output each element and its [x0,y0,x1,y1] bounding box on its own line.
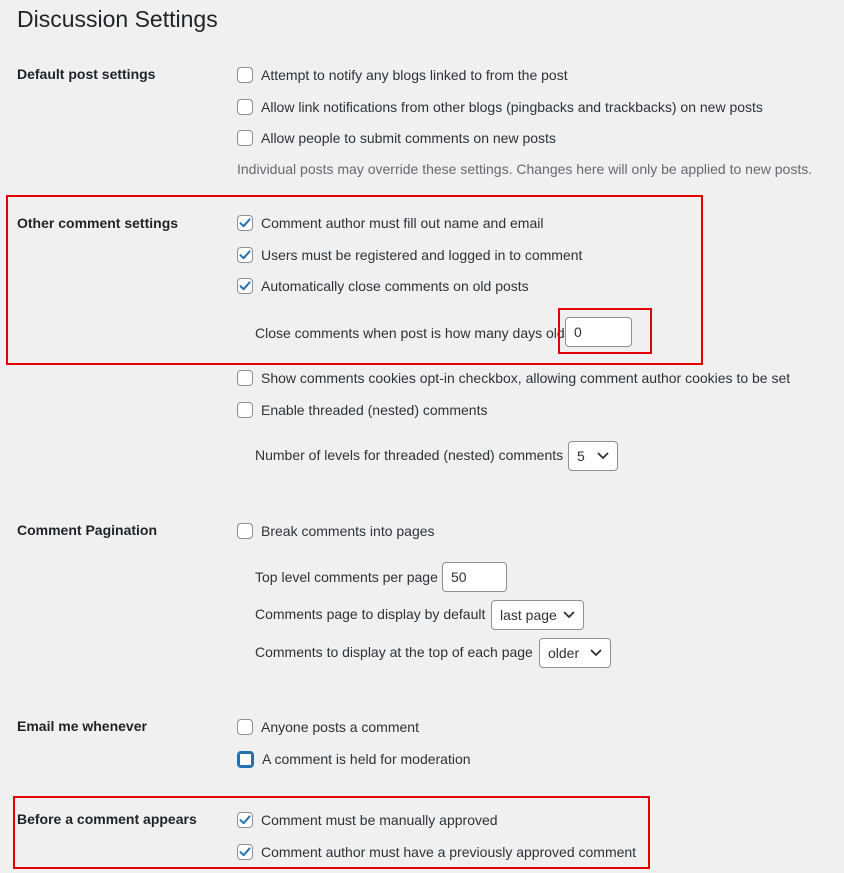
default-page-select[interactable] [491,600,584,630]
option-manual-approval[interactable] [237,811,498,829]
checkbox-checked[interactable] [237,247,253,263]
section-label-pagination: Comment Pagination [17,522,158,538]
close-days-input[interactable]: 0 [565,317,632,347]
checkmark-icon [238,216,252,230]
option-label: Allow people to submit comments on new posts [261,130,556,146]
checkbox-checked[interactable] [237,844,253,860]
default-post-description: Individual posts may override these settings. Changes here will only be applied to new posts. [237,161,813,177]
option-email-held-moderation[interactable] [237,750,471,768]
select-value: last page [500,607,557,623]
highlight-box-close-days [558,308,652,354]
checkbox[interactable] [237,719,253,735]
checkbox-checked[interactable] [237,215,253,231]
option-notify-linked-blogs[interactable] [237,66,568,84]
chevron-down-icon [563,611,575,619]
checkmark-icon [238,845,252,859]
chevron-down-icon [597,452,609,460]
checkbox-checked[interactable] [237,278,253,294]
section-label-other-comment: Other comment settings [17,215,179,231]
thread-levels-label: Number of levels for threaded (nested) comments [255,447,564,463]
top-comments-label: Comments to display at the top of each page [255,644,533,660]
page-title: Discussion Settings [17,6,218,32]
select-value: older [548,645,580,661]
checkmark-icon [238,248,252,262]
option-email-anyone-posts[interactable] [237,718,419,736]
per-page-input[interactable]: 50 [442,562,507,592]
checkbox[interactable] [237,67,253,83]
option-label: Enable threaded (nested) comments [261,402,488,418]
checkbox[interactable] [237,130,253,146]
per-page-label: Top level comments per page [255,569,438,585]
option-label: Automatically close comments on old posts [261,278,529,294]
close-days-label: Close comments when post is how many days old [255,325,565,341]
checkbox[interactable] [237,523,253,539]
option-label: Users must be registered and logged in to comment [261,247,583,263]
section-label-before-appears: Before a comment appears [17,811,197,827]
checkbox-focused[interactable] [237,751,254,768]
option-label: Break comments into pages [261,523,435,539]
option-label: Comment author must fill out name and email [261,215,544,231]
option-require-registration[interactable] [237,246,582,264]
checkmark-icon [238,813,252,827]
option-label: Show comments cookies opt-in checkbox, allowing comment author cookies to be set [261,370,791,386]
option-threaded-comments[interactable] [237,401,487,419]
option-allow-pingbacks[interactable] [237,98,763,116]
top-comments-select[interactable] [539,638,611,668]
option-label: Allow link notifications from other blogs (pingbacks and trackbacks) on new posts [261,99,763,115]
option-break-pages[interactable] [237,522,435,540]
thread-levels-select[interactable] [568,441,618,471]
checkbox[interactable] [237,370,253,386]
select-value: 5 [577,448,585,464]
option-require-name-email[interactable] [237,214,543,232]
checkmark-icon [238,279,252,293]
option-auto-close-comments[interactable] [237,277,529,295]
option-label: Attempt to notify any blogs linked to from the post [261,67,568,83]
option-label: Comment must be manually approved [261,812,498,828]
chevron-down-icon [590,649,602,657]
default-page-label: Comments page to display by default [255,606,486,622]
section-label-default-post: Default post settings [17,66,156,82]
option-label: Comment author must have a previously approved comment [261,844,637,860]
checkbox-checked[interactable] [237,812,253,828]
option-label: A comment is held for moderation [262,751,471,767]
option-allow-comments[interactable] [237,129,556,147]
section-label-email: Email me whenever [17,718,147,734]
option-label: Anyone posts a comment [261,719,419,735]
option-cookies-opt-in[interactable] [237,369,790,387]
option-previously-approved[interactable] [237,843,636,861]
checkbox[interactable] [237,99,253,115]
checkbox[interactable] [237,402,253,418]
